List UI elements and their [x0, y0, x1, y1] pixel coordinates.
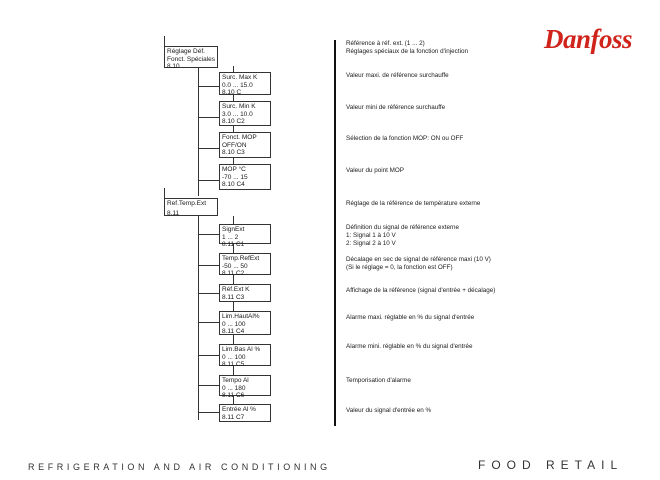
- connector: [233, 302, 234, 311]
- menu-item-sign-ext[interactable]: [219, 224, 271, 248]
- box-line: 3.0 ... 10.0: [222, 110, 253, 118]
- description-line: Réglages spéciaux de la fonction d'injection: [346, 48, 468, 55]
- connector: [198, 86, 219, 87]
- description-line: Alarme mini. réglable en % du signal d'entrée: [346, 343, 473, 350]
- description-line: Décalage en sec de signal de référence maxi (10 V): [346, 256, 491, 263]
- menu-group-1[interactable]: [164, 46, 218, 68]
- box-line: 8.11 C4: [222, 328, 245, 335]
- menu-tree: [0, 0, 330, 440]
- description-line: (Si le réglage = 0, la fonction est OFF): [346, 264, 453, 271]
- box-line: MOP °C: [222, 166, 246, 173]
- description: [346, 377, 646, 385]
- menu-item-lim-haut-al[interactable]: [219, 311, 271, 335]
- description: [346, 200, 646, 208]
- footer-segment: FOOD RETAIL: [478, 458, 624, 472]
- connector: [233, 216, 234, 224]
- menu-item-tempo-al[interactable]: [219, 375, 271, 399]
- box-line: 8.11 C1: [222, 241, 245, 248]
- box-line: 8.10 C2: [222, 118, 245, 125]
- box-line: Surc. Min K: [222, 103, 256, 110]
- box-line: 8.11 C2: [222, 270, 245, 277]
- description-line: Valeur du point MOP: [346, 167, 404, 174]
- box-line: Surc. Max K: [222, 74, 258, 81]
- menu-item-mop-temp[interactable]: [219, 164, 271, 190]
- description: [346, 314, 646, 322]
- box-line: 0 ... 100: [222, 353, 246, 361]
- connector: [198, 293, 219, 294]
- box-line: 8.10 C4: [222, 181, 245, 188]
- box-line: 8.11: [167, 209, 180, 217]
- connector: [164, 188, 165, 198]
- connector: [198, 68, 199, 196]
- box-line: 0 ... 100: [222, 320, 246, 328]
- box-line: -50 ... 50: [222, 262, 248, 270]
- description-line: Affichage de la référence (signal d'entrée + décalage): [346, 287, 496, 294]
- connector: [233, 335, 234, 344]
- connector: [198, 117, 219, 118]
- box-line: Réf.Ext K: [222, 286, 250, 293]
- connector: [198, 214, 199, 420]
- description: [346, 72, 646, 80]
- box-line: 8.10 C: [222, 89, 242, 96]
- description: [346, 167, 646, 175]
- box-line: 8.11 C5: [222, 361, 245, 368]
- box-line: 8.10: [167, 63, 180, 70]
- menu-item-surc-min[interactable]: [219, 101, 271, 126]
- box-line: Fonct. MOP: [222, 134, 257, 141]
- box-line: 1 ... 2: [222, 233, 239, 241]
- description-line: Réglage de la référence de température externe: [346, 200, 481, 207]
- menu-item-entree-al[interactable]: [219, 404, 271, 422]
- description: [346, 104, 646, 112]
- menu-item-ref-ext-k[interactable]: [219, 284, 271, 302]
- box-line: Tempo Al: [222, 377, 249, 384]
- box-line: 8.11 C6: [222, 392, 245, 399]
- box-line: Fonct. Spéciales: [167, 55, 216, 63]
- box-line: 8.11 C7: [222, 413, 245, 421]
- connector: [198, 265, 219, 266]
- menu-item-lim-bas-al[interactable]: [219, 344, 271, 366]
- description-line: Valeur du signal d'entrée en %: [346, 407, 432, 414]
- danfoss-logo: Danfoss: [544, 24, 633, 54]
- description-line: 2: Signal 2 à 10 V: [346, 240, 396, 247]
- box-line: Réglage Déf.: [167, 48, 205, 55]
- connector: [198, 322, 219, 323]
- description: [346, 287, 646, 295]
- description: [346, 135, 646, 143]
- menu-group-2[interactable]: [164, 198, 218, 216]
- description-line: Définition du signal de référence externe: [346, 224, 460, 231]
- description: [346, 224, 646, 248]
- connector: [198, 180, 219, 181]
- description: [346, 343, 646, 351]
- box-line: -70 ... 15: [222, 173, 248, 181]
- connector: [198, 385, 219, 386]
- box-line: 0 ... 180: [222, 384, 246, 392]
- connector: [198, 412, 219, 413]
- description-line: Valeur maxi. de référence surchauffe: [346, 72, 449, 79]
- box-line: 0.0 ... 15.0: [222, 81, 253, 89]
- description-line: Temporisation d'alarme: [346, 377, 411, 384]
- box-line: 8.11 C3: [222, 293, 245, 301]
- description: [346, 407, 646, 415]
- box-line: OFF/ON: [222, 141, 247, 149]
- footer-tagline: REFRIGERATION AND AIR CONDITIONING: [28, 462, 331, 472]
- box-line: Lim.Bas Al %: [222, 346, 261, 353]
- description-line: Sélection de la fonction MOP: ON ou OFF: [346, 135, 464, 142]
- connector: [198, 234, 219, 235]
- box-line: Lim.HautAl%: [222, 313, 260, 320]
- box-line: Temp.RefExt: [222, 255, 260, 262]
- box-line: Entrée Al %: [222, 406, 256, 413]
- description-line: Référence à réf. ext. (1 ... 2): [346, 40, 425, 47]
- menu-item-surc-max[interactable]: [219, 72, 271, 95]
- description: [346, 40, 646, 56]
- menu-item-temp-ref-ext[interactable]: [219, 253, 271, 275]
- connector: [198, 148, 219, 149]
- box-line: Ref.Temp.Ext: [167, 200, 207, 207]
- description-line: Alarme maxi. réglable en % du signal d'entrée: [346, 314, 475, 321]
- connector: [198, 355, 219, 356]
- connector: [164, 36, 165, 46]
- menu-item-fonct-mop[interactable]: [219, 132, 271, 158]
- box-line: SignExt: [222, 226, 245, 233]
- description: [346, 256, 646, 272]
- description-line: Valeur mini de référence surchauffe: [346, 104, 446, 111]
- description-line: 1: Signal 1 à 10 V: [346, 232, 396, 239]
- column-divider: [334, 40, 336, 426]
- box-line: 8.10 C3: [222, 149, 245, 156]
